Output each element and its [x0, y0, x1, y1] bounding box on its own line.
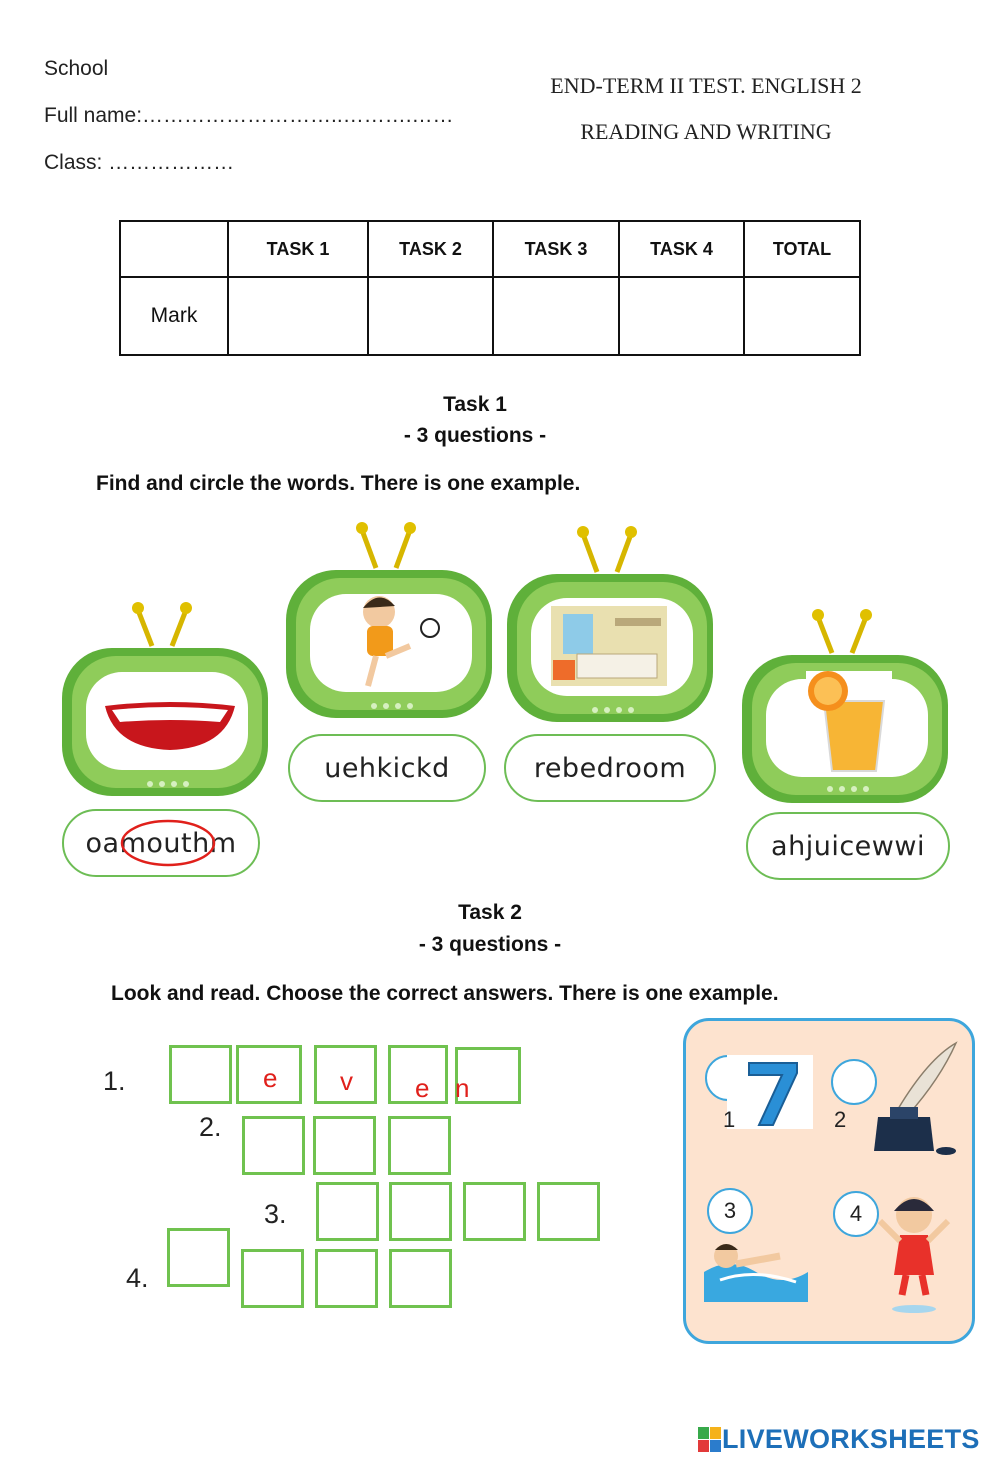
mark-cell-task-3[interactable]: [493, 277, 619, 355]
crossword-box-4-1[interactable]: [167, 1228, 230, 1287]
picture-label-2: 2: [834, 1107, 847, 1132]
mark-table-corner: [120, 221, 228, 277]
word-search-bedroom[interactable]: rebedroom: [504, 734, 716, 802]
crossword-box-4-2[interactable]: [241, 1249, 304, 1308]
crossword-box-3-4[interactable]: [537, 1182, 600, 1241]
crossword-box-4-4[interactable]: [389, 1249, 452, 1308]
logo-text: LIVEWORKSHEETS: [722, 1424, 980, 1454]
tv-bedroom-picture: [505, 522, 715, 732]
column-total: TOTAL: [744, 221, 860, 277]
task1-title: Task 1: [443, 393, 507, 416]
task1-count: - 3 questions -: [403, 424, 547, 447]
swimming-boy-icon: [700, 1226, 810, 1302]
full-name-field[interactable]: Full name:………………………..……….……: [44, 104, 454, 127]
picture-circle-3: 3: [707, 1188, 753, 1234]
crossword-number-4: 4.: [126, 1263, 149, 1293]
example-letter-e2: e: [415, 1073, 430, 1103]
test-title: END-TERM II TEST. ENGLISH 2: [550, 73, 862, 98]
test-subtitle: READING AND WRITING: [580, 119, 832, 144]
column-task-4: TASK 4: [619, 221, 744, 277]
mark-cell-task-2[interactable]: [368, 277, 493, 355]
liveworksheets-logo: [698, 1424, 980, 1455]
word-search-juice[interactable]: ahjuicewwi: [746, 812, 950, 880]
mark-table-header-row: [120, 221, 860, 277]
crossword-box-1-1[interactable]: [169, 1045, 232, 1104]
tv-mouth-picture: [60, 598, 270, 808]
column-task-3: TASK 3: [493, 221, 619, 277]
column-task-2: TASK 2: [368, 221, 493, 277]
example-letter-e: e: [263, 1063, 278, 1093]
tv-kick-picture: [284, 518, 494, 728]
example-circle-mark: [118, 817, 218, 869]
crossword-number-2: 2.: [199, 1112, 222, 1142]
mark-cell-task-1[interactable]: [228, 277, 368, 355]
example-letter-v: v: [340, 1066, 353, 1096]
number-seven-icon: [727, 1055, 813, 1129]
crossword-box-3-1[interactable]: [316, 1182, 379, 1241]
task1-instruction: Find and circle the words. There is one example.: [96, 472, 581, 495]
mark-cell-total[interactable]: [744, 277, 860, 355]
example-letter-n: n: [455, 1073, 470, 1103]
crossword-box-4-3[interactable]: [315, 1249, 378, 1308]
tv-juice-picture: [740, 605, 950, 815]
ink-and-quill-icon: [868, 1039, 964, 1157]
crossword-number-3: 3.: [264, 1199, 287, 1229]
word-search-kick[interactable]: uehkickd: [288, 734, 486, 802]
task2-instruction: Look and read. Choose the correct answers. There is one example.: [111, 982, 779, 1005]
crossword-box-3-2[interactable]: [389, 1182, 452, 1241]
task2-title: Task 2: [458, 901, 522, 924]
word-search-mouth[interactable]: oamouthm: [62, 809, 260, 877]
crossword-box-3-3[interactable]: [463, 1182, 526, 1241]
mark-table: [119, 220, 861, 356]
crossword-box-2-1[interactable]: [242, 1116, 305, 1175]
column-task-1: TASK 1: [228, 221, 368, 277]
school-label: School: [44, 57, 109, 80]
class-field[interactable]: Class: ………………: [44, 151, 235, 174]
jumping-girl-icon: [872, 1185, 956, 1315]
picture-label-1: 1: [723, 1107, 736, 1132]
picture-clues-panel: [683, 1018, 975, 1344]
mark-row: [120, 277, 860, 355]
mark-cell-task-4[interactable]: [619, 277, 744, 355]
picture-circle-4: 4: [833, 1191, 879, 1237]
crossword-number-1: 1.: [103, 1066, 126, 1096]
logo-blocks-icon: [698, 1427, 722, 1453]
task2-count: - 3 questions -: [418, 933, 562, 956]
seven-picture: [727, 1055, 813, 1129]
crossword-box-2-2[interactable]: [313, 1116, 376, 1175]
crossword-box-2-3[interactable]: [388, 1116, 451, 1175]
mark-row-label: Mark: [120, 277, 228, 355]
